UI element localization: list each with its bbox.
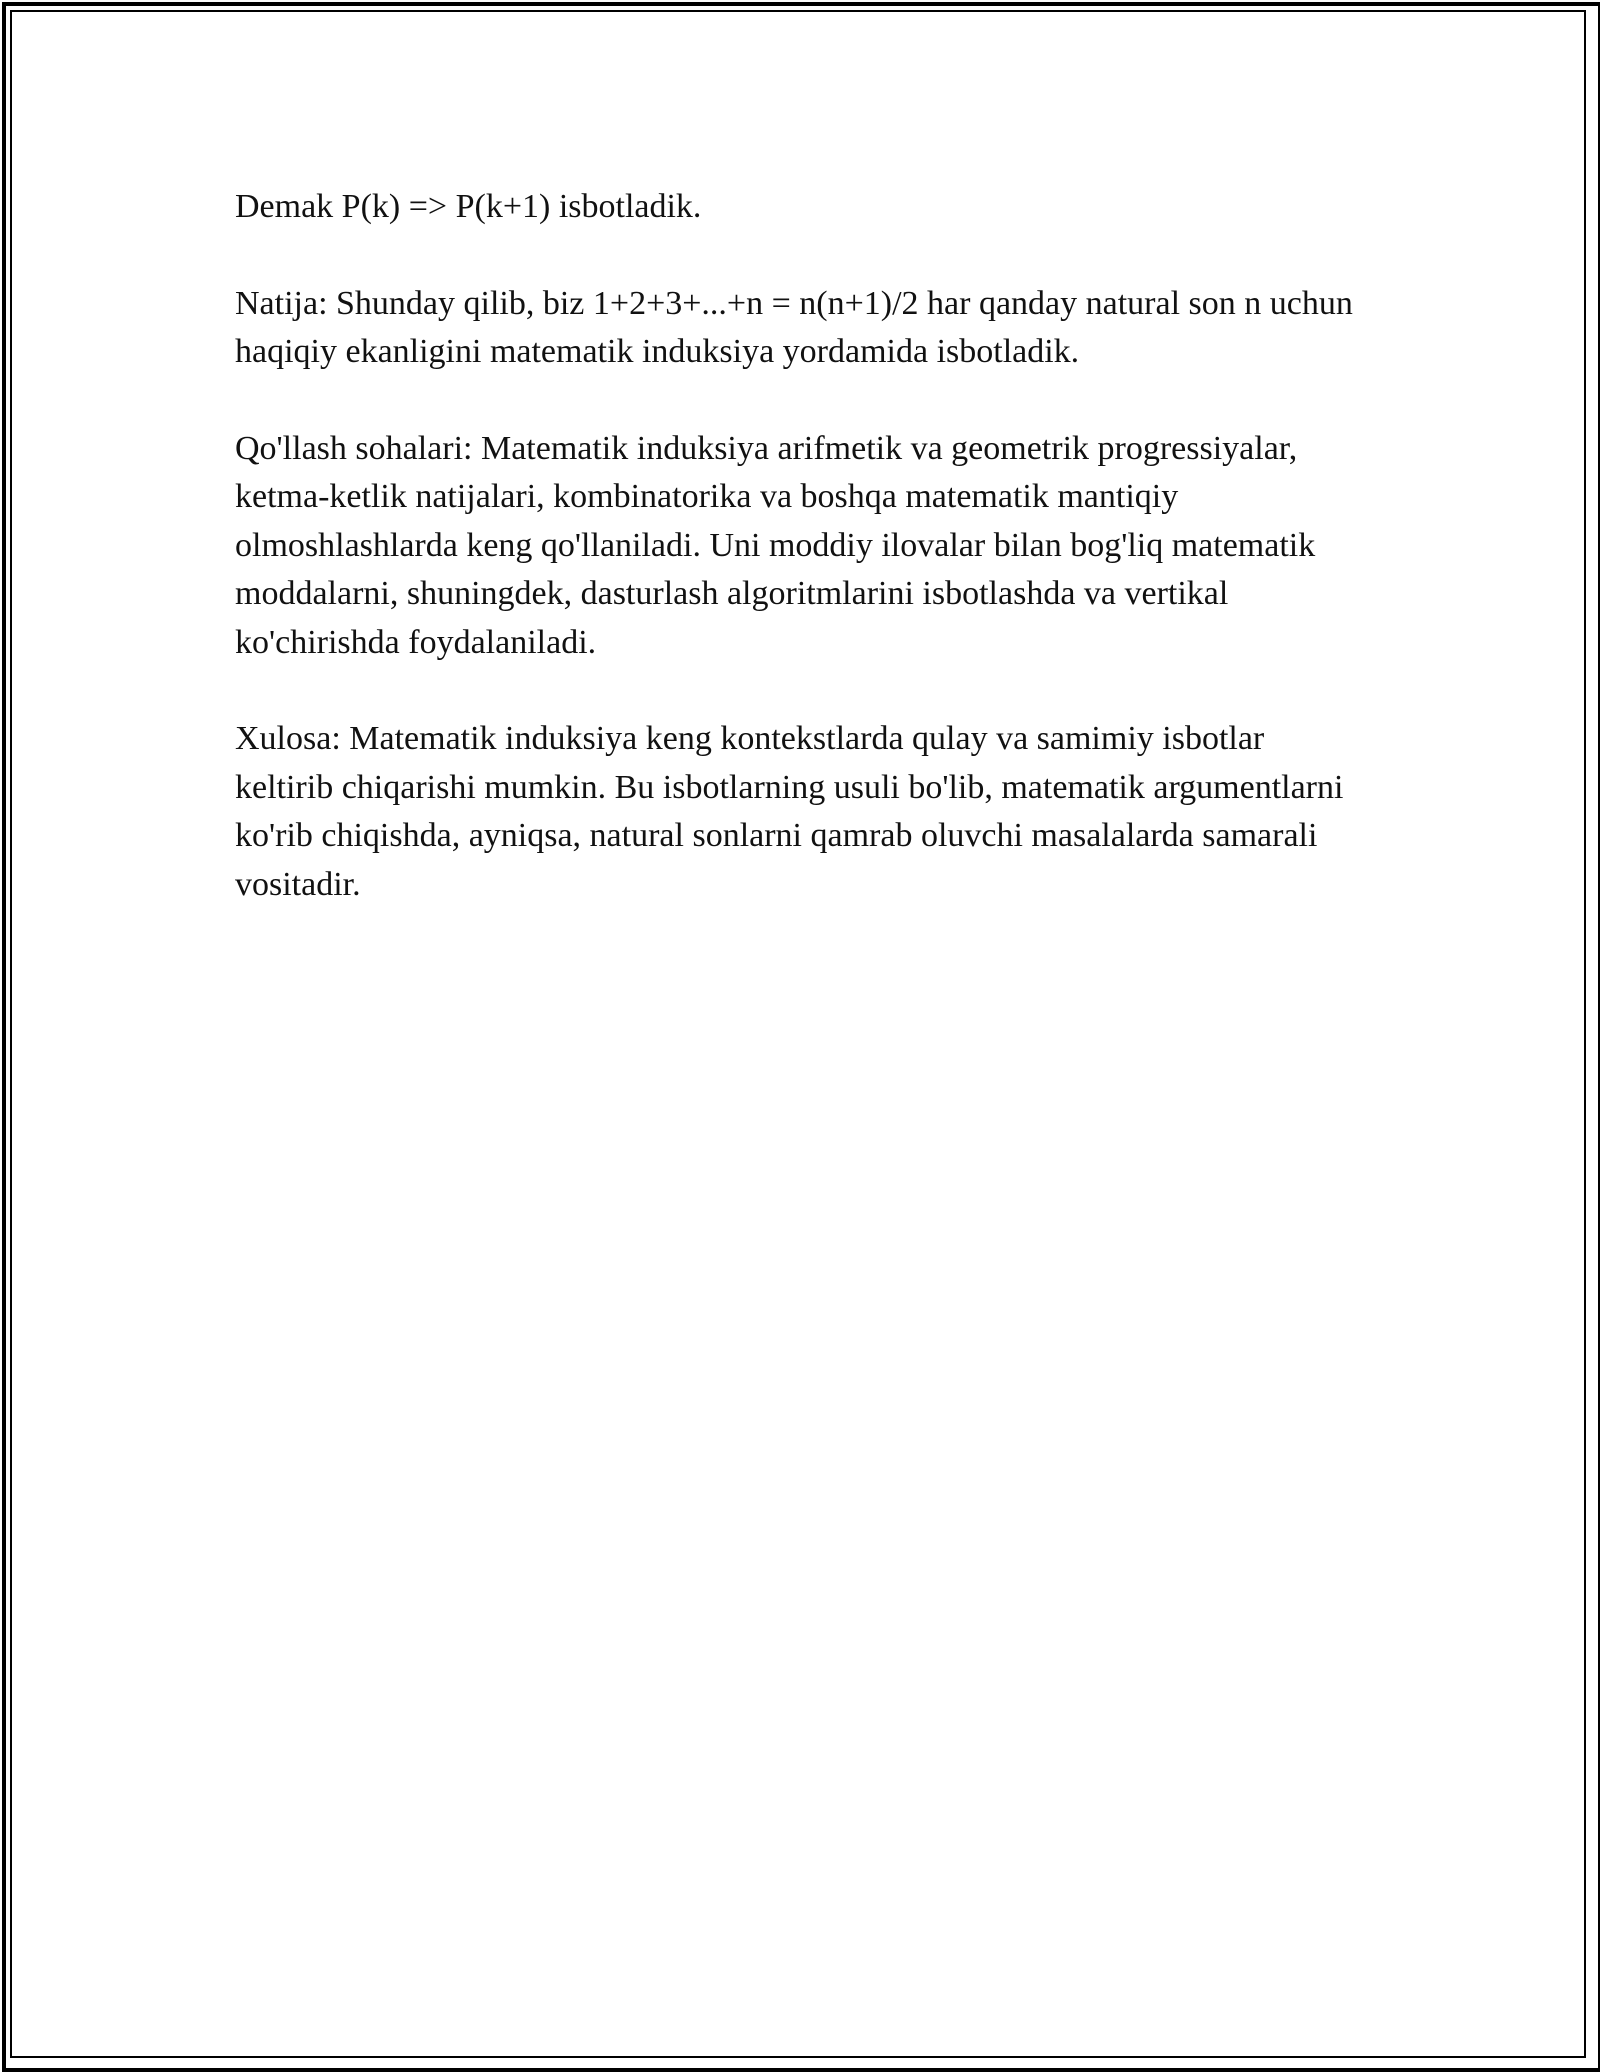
paragraph-applications: Qo'llash sohalari: Matematik induksiya arifmetik va geometrik progressiyalar, ketma-ketlik natijalari, kombinatorika va boshqa matematik mantiqiy olmoshlashlarda keng qo'llaniladi. Uni moddiy ilovalar bilan bog'liq matematik moddalarni, shuningdek, dasturlash algoritmlarini isbotlashda va vertikal ko'chirishda foydalaniladi. [235, 429, 1316, 661]
document-body [235, 183, 1365, 957]
paragraph-result: Natija: Shunday qilib, biz 1+2+3+...+n = n(n+1)/2 har qanday natural son n uchun haqiqiy ekanligini matematik induksiya yordamida isbotladik. [235, 284, 1353, 370]
paragraph-summary: Xulosa: Matematik induksiya keng kontekstlarda qulay va samimiy isbotlar keltirib chiqarishi mumkin. Bu isbotlarning usuli bo'lib, matematik argumentlarni ko'rib chiqishda, ayniqsa, natural sonlarni qamrab oluvchi masalalarda samarali vositadir. [235, 720, 1344, 903]
paragraph-conclusion-step: Demak P(k) => P(k+1) isbotladik. [235, 188, 702, 225]
